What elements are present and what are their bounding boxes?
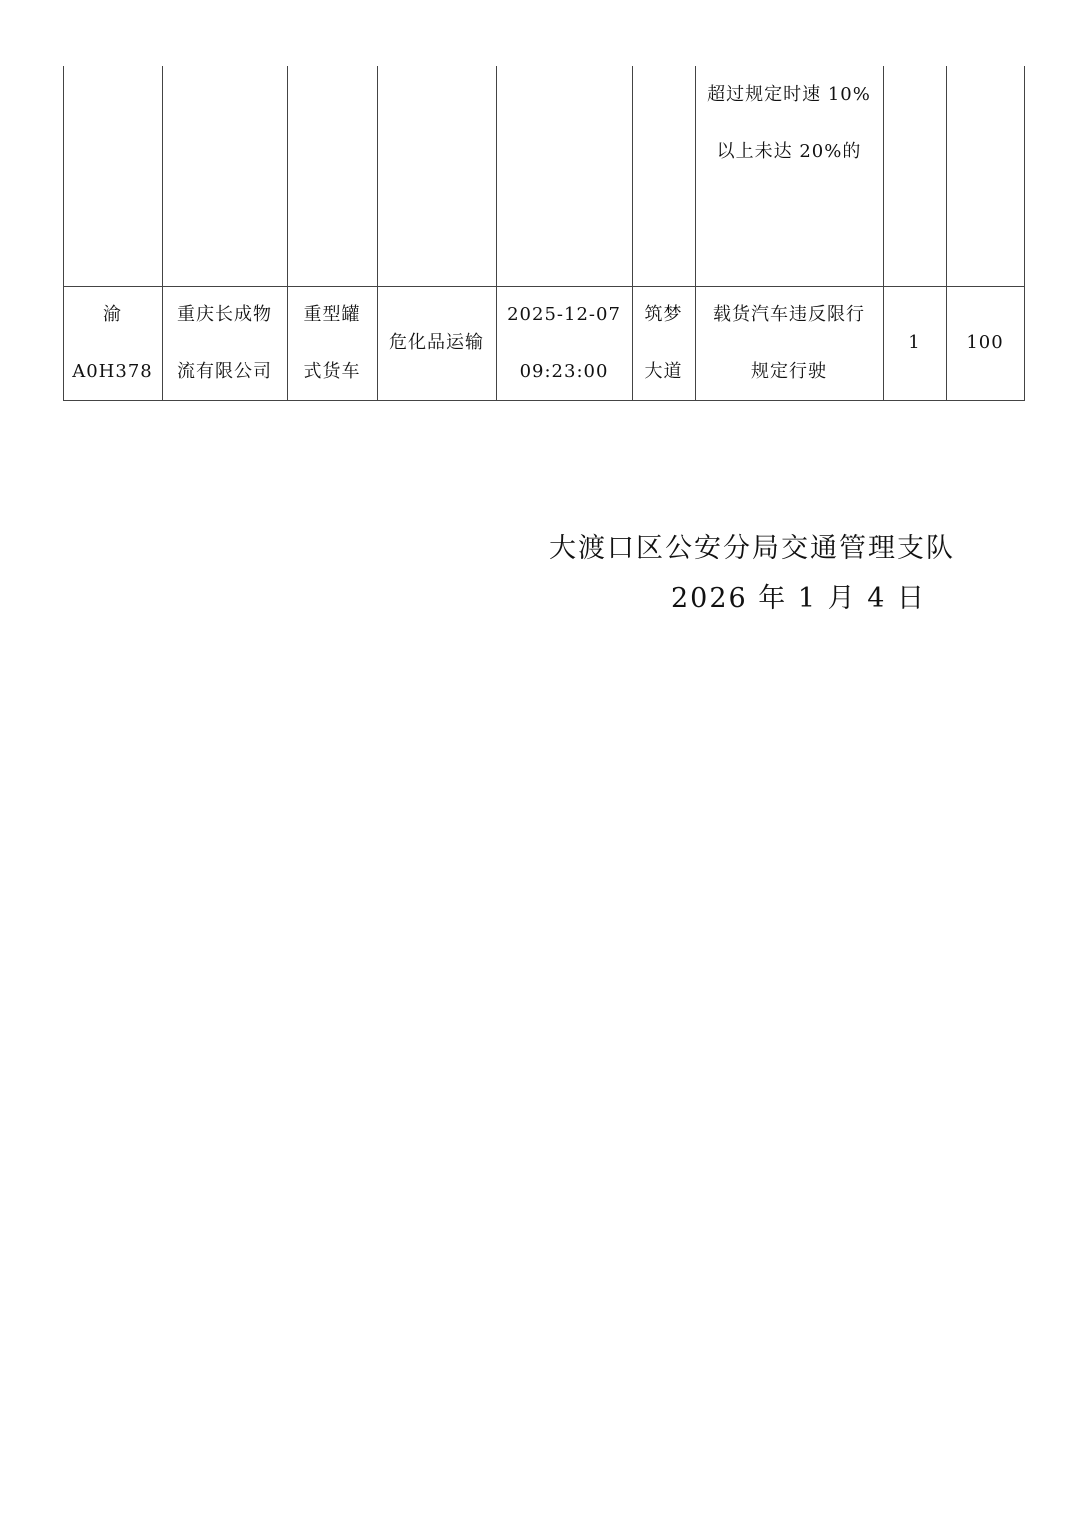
prev-row-violation-cell (695, 66, 883, 180)
time-cell (496, 286, 632, 400)
violation-line2: 规定行驶 (751, 361, 827, 382)
vehicle-type-cell (287, 286, 377, 400)
time-line1: 2025-12-07 (507, 304, 621, 325)
company-line2: 流有限公司 (177, 361, 272, 382)
company-line1: 重庆长成物 (177, 304, 272, 325)
location-line1: 筑梦 (644, 304, 683, 325)
location-line2: 大道 (644, 361, 683, 382)
company-cell (162, 286, 287, 400)
vehicle-type-line2: 式货车 (303, 361, 361, 382)
plate-line2: A0H378 (72, 361, 153, 382)
table-border-bottom (63, 400, 1025, 401)
prev-violation-line2: 以上未达 20%的 (716, 141, 862, 162)
violation-cell (695, 286, 883, 400)
table-border-right (1024, 66, 1025, 400)
plate-line1: 渝 (103, 304, 122, 325)
plate-cell (63, 286, 162, 400)
usage-cell: 危化品运输 (389, 332, 484, 353)
issuing-organization: 大渡口区公安分局交通管理支队 (549, 533, 955, 564)
issue-date: 2026 年 1 月 4 日 (671, 583, 926, 614)
score-cell: 100 (966, 332, 1004, 353)
prev-violation-line1: 超过规定时速 10% (707, 84, 871, 105)
violation-line1: 载货汽车违反限行 (713, 304, 865, 325)
count-cell: 1 (908, 332, 921, 353)
time-line2: 09:23:00 (519, 361, 609, 382)
location-cell (632, 286, 695, 400)
vehicle-type-line1: 重型罐 (303, 304, 361, 325)
